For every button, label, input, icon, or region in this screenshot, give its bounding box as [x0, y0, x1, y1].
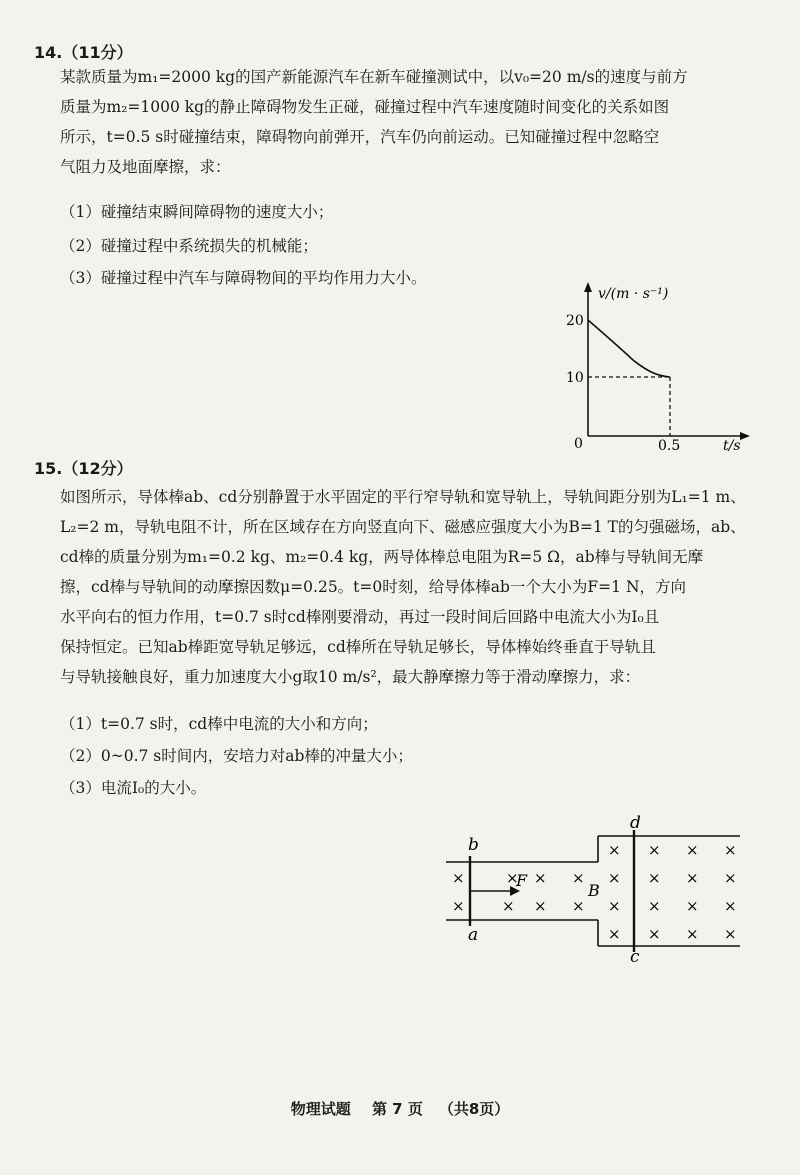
- cross: ×: [724, 925, 737, 943]
- cross: ×: [608, 897, 621, 915]
- q14-line-4: 气阻力及地面摩擦，求：: [60, 158, 231, 176]
- field-crosses-narrow: [452, 869, 585, 915]
- field-crosses-wide: [608, 841, 737, 943]
- q15-item-1: （1）t=0.7 s时，cd棒中电流的大小和方向；: [60, 715, 378, 733]
- cross: ×: [506, 869, 519, 887]
- cross: ×: [534, 897, 547, 915]
- cross: ×: [608, 869, 621, 887]
- page-footer: [0, 1098, 800, 1119]
- cross: ×: [686, 925, 699, 943]
- tick-20: 20: [566, 313, 584, 329]
- cross: ×: [724, 841, 737, 859]
- label-b: b: [468, 835, 479, 855]
- cross: ×: [648, 841, 661, 859]
- cross: ×: [686, 869, 699, 887]
- q15-line-7: 与导轨接触良好，重力加速度大小g取10 m/s²，最大静摩擦力等于滑动摩擦力，求：: [60, 668, 641, 686]
- rail-diagram: [440, 812, 760, 964]
- cross: ×: [648, 869, 661, 887]
- label-F: F: [516, 871, 528, 890]
- cross: ×: [686, 841, 699, 859]
- q14-line-3: 所示，t=0.5 s时碰撞结束，障碍物向前弹开，汽车仍向前运动。已知碰撞过程中忽略空: [60, 128, 660, 146]
- tick-10: 10: [566, 370, 584, 386]
- origin-label: 0: [574, 436, 583, 452]
- cross: ×: [534, 869, 547, 887]
- q15-header: 15.（12分）: [34, 459, 133, 478]
- cross: ×: [724, 897, 737, 915]
- q14-item-2: （2）碰撞过程中系统损失的机械能；: [60, 237, 318, 255]
- q15-stem: [60, 482, 750, 692]
- q14-item-3: （3）碰撞过程中汽车与障碍物间的平均作用力大小。: [60, 269, 427, 287]
- label-a: a: [468, 925, 479, 945]
- label-B: B: [588, 881, 600, 900]
- q15-line-1: 如图所示，导体棒ab、cd分别静置于水平固定的平行窄导轨和宽导轨上，导轨间距分别为L₁=1 m、: [60, 488, 746, 506]
- q15-line-5: 水平向右的恒力作用，t=0.7 s时cd棒刚要滑动，再过一段时间后回路中电流大小为I₀且: [60, 608, 660, 626]
- cross: ×: [724, 869, 737, 887]
- tick-0-5: 0.5: [658, 438, 681, 453]
- cross: ×: [572, 897, 585, 915]
- label-c: c: [630, 947, 640, 964]
- cross: ×: [686, 897, 699, 915]
- q15-line-3: cd棒的质量分别为m₁=0.2 kg、m₂=0.4 kg，两导体棒总电阻为R=5 Ω，ab棒与导轨间无摩: [60, 548, 704, 566]
- y-axis-label: v/(m · s⁻¹): [598, 286, 669, 302]
- cross: ×: [452, 897, 465, 915]
- q14-item-1: （1）碰撞结束瞬间障碍物的速度大小；: [60, 203, 334, 221]
- velocity-curve: [588, 320, 670, 377]
- cross: ×: [502, 897, 515, 915]
- footer-total: （共8页）: [438, 1100, 510, 1118]
- q14-stem: [60, 62, 750, 182]
- q14-line-1: 某款质量为m₁=2000 kg的国产新能源汽车在新车碰撞测试中，以v₀=20 m/s的速度与前方: [60, 68, 688, 86]
- q15-line-2: L₂=2 m，导轨电阻不计，所在区域存在方向竖直向下、磁感应强度大小为B=1 T的匀强磁场，ab、: [60, 518, 746, 536]
- y-axis-arrow: [584, 282, 592, 292]
- cross: ×: [452, 869, 465, 887]
- x-axis-arrow: [740, 432, 750, 440]
- q15-line-4: 擦，cd棒与导轨间的动摩擦因数μ=0.25。t=0时刻，给导体棒ab一个大小为F=1 N，方向: [60, 578, 687, 596]
- footer-subject: 物理试题: [290, 1100, 351, 1118]
- cross: ×: [608, 925, 621, 943]
- x-axis-label: t/s: [723, 438, 741, 453]
- q15-line-6: 保持恒定。已知ab棒距宽导轨足够远，cd棒所在导轨足够长，导体棒始终垂直于导轨且: [60, 638, 656, 656]
- q15-item-3: （3）电流I₀的大小。: [60, 779, 207, 797]
- q15-item-2: （2）0~0.7 s时间内，安培力对ab棒的冲量大小；: [60, 747, 413, 765]
- velocity-time-graph: [558, 278, 758, 453]
- q14-line-2: 质量为m₂=1000 kg的静止障碍物发生正碰，碰撞过程中汽车速度随时间变化的关系如图: [60, 98, 670, 116]
- q14-header: 14.（11分）: [34, 43, 133, 62]
- label-d: d: [630, 813, 641, 833]
- cross: ×: [648, 897, 661, 915]
- cross: ×: [608, 841, 621, 859]
- cross: ×: [648, 925, 661, 943]
- cross: ×: [572, 869, 585, 887]
- footer-page: 第 7 页: [371, 1100, 423, 1118]
